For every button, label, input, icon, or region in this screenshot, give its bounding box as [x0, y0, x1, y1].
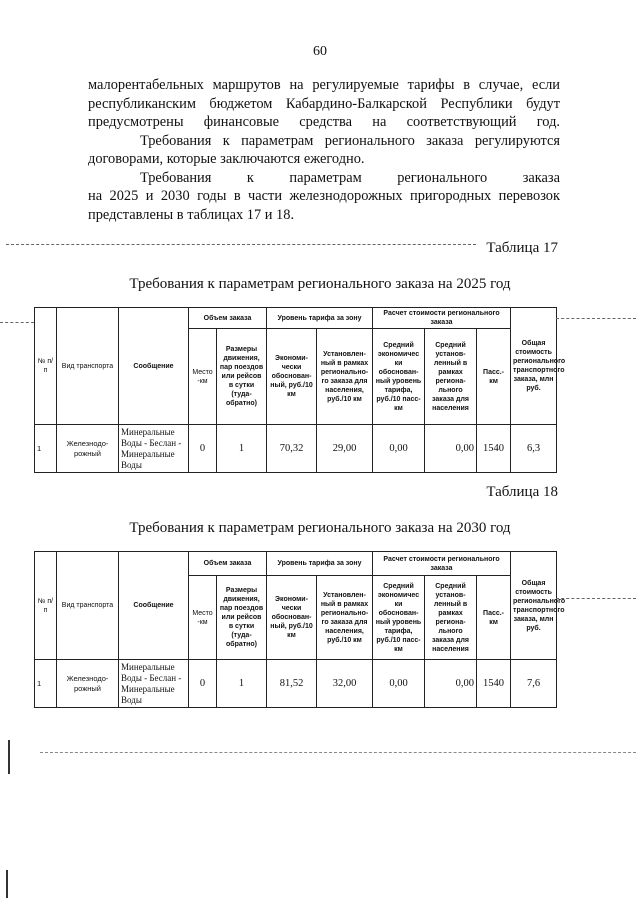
cell-number: 1 — [35, 425, 57, 473]
cell-transport-type: Железнодо-рожный — [57, 425, 119, 473]
cell-route: Минеральные Воды - Беслан - Минеральные Воды — [119, 425, 189, 473]
cell-economic-tariff: 81,52 — [267, 660, 317, 708]
cell-avg-set: 0,00 — [425, 425, 477, 473]
paragraph-3: Требования к параметрам регионального заказа — [140, 169, 560, 186]
scan-artifact-line — [0, 322, 34, 323]
scan-artifact-vline — [6, 870, 8, 898]
scan-artifact-line — [6, 244, 476, 245]
header-seat-km: Место -км — [189, 329, 217, 425]
header-transport-type: Вид транспорта — [57, 308, 119, 425]
header-total-cost: Общая стоимость регионального транспортного заказа, млн руб. — [511, 308, 557, 425]
table-row — [35, 660, 557, 708]
cell-route: Минеральные Воды - Беслан - Минеральные Воды — [119, 660, 189, 708]
header-cost-group: Расчет стоимости регионального заказа — [373, 308, 511, 329]
header-economic-tariff: Экономи-чески обоснован-ный, руб./10 км — [267, 329, 317, 425]
header-passenger-km: Пасс.-км — [477, 576, 511, 660]
page-number: 60 — [313, 44, 327, 59]
paragraph-4: на 2025 и 2030 годы в части железнодорожных пригородных перевозок представлены в таблицах 17 и 18. — [88, 188, 560, 223]
requirements-table-2025 — [34, 307, 566, 473]
header-tariff-group: Уровень тарифа за зону — [267, 552, 373, 576]
table-17-title: Требования к параметрам регионального заказа на 2025 год — [129, 276, 511, 292]
cell-trains-per-day: 1 — [217, 425, 267, 473]
table-17-caption: Таблица 17 — [486, 240, 558, 256]
requirements-table-2030 — [34, 551, 566, 708]
cell-passenger-km: 1540 — [477, 425, 511, 473]
header-set-tariff: Установлен-ный в рамках регионально-го заказа для населения, руб./10 км — [317, 329, 373, 425]
cell-trains-per-day: 1 — [217, 660, 267, 708]
body-text — [88, 76, 560, 224]
cell-avg-set: 0,00 — [425, 660, 477, 708]
header-passenger-km: Пасс.-км — [477, 329, 511, 425]
paragraph-2: Требования к параметрам регионального заказа регулируются договорами, которые заключаются ежегодно. — [88, 132, 560, 167]
header-avg-economic: Средний экономичес ки обоснован-ный уровень тарифа, руб./10 пасс-км — [373, 329, 425, 425]
header-avg-set: Средний установ-ленный в рамках региона-льного заказа для населения — [425, 329, 477, 425]
scan-artifact-line — [40, 752, 636, 753]
header-seat-km: Место -км — [189, 576, 217, 660]
cell-seat-km: 0 — [189, 660, 217, 708]
scan-artifact-line — [556, 598, 636, 599]
cell-total-cost: 6,3 — [511, 425, 557, 473]
table-row — [35, 425, 557, 473]
cell-total-cost: 7,6 — [511, 660, 557, 708]
scan-artifact-vline — [8, 740, 10, 774]
cell-avg-economic: 0,00 — [373, 660, 425, 708]
header-tariff-group: Уровень тарифа за зону — [267, 308, 373, 329]
cell-set-tariff: 32,00 — [317, 660, 373, 708]
cell-passenger-km: 1540 — [477, 660, 511, 708]
header-avg-economic: Средний экономичес ки обоснован-ный уровень тарифа, руб./10 пасс-км — [373, 576, 425, 660]
cell-number: 1 — [35, 660, 57, 708]
header-volume-group: Объем заказа — [189, 552, 267, 576]
header-trains-per-day: Размеры движения, пар поездов или рейсов в сутки (туда-обратно) — [217, 576, 267, 660]
header-transport-type: Вид транспорта — [57, 552, 119, 660]
cell-avg-economic: 0,00 — [373, 425, 425, 473]
header-trains-per-day: Размеры движения, пар поездов или рейсов в сутки (туда-обратно) — [217, 329, 267, 425]
table-18-caption: Таблица 18 — [486, 484, 558, 500]
header-set-tariff: Установлен-ный в рамках регионально-го заказа для населения, руб./10 км — [317, 576, 373, 660]
cell-transport-type: Железнодо-рожный — [57, 660, 119, 708]
header-number: № п/п — [35, 552, 57, 660]
header-cost-group: Расчет стоимости регионального заказа — [373, 552, 511, 576]
header-avg-set: Средний установ-ленный в рамках региона-льного заказа для населения — [425, 576, 477, 660]
table-18-title: Требования к параметрам регионального заказа на 2030 год — [129, 520, 511, 536]
scan-artifact-line — [556, 318, 636, 319]
paragraph-1: малорентабельных маршрутов на регулируемые тарифы в случае, если республиканским бюджетом Кабардино-Балкарской Республики будут предусмотрены финансовые средства на соответствующий год. — [88, 77, 560, 130]
header-volume-group: Объем заказа — [189, 308, 267, 329]
header-number: № п/п — [35, 308, 57, 425]
header-route: Сообщение — [119, 308, 189, 425]
cell-economic-tariff: 70,32 — [267, 425, 317, 473]
header-route: Сообщение — [119, 552, 189, 660]
header-economic-tariff: Экономи-чески обоснован-ный, руб./10 км — [267, 576, 317, 660]
header-total-cost: Общая стоимость регионального транспортного заказа, млн руб. — [511, 552, 557, 660]
cell-set-tariff: 29,00 — [317, 425, 373, 473]
cell-seat-km: 0 — [189, 425, 217, 473]
